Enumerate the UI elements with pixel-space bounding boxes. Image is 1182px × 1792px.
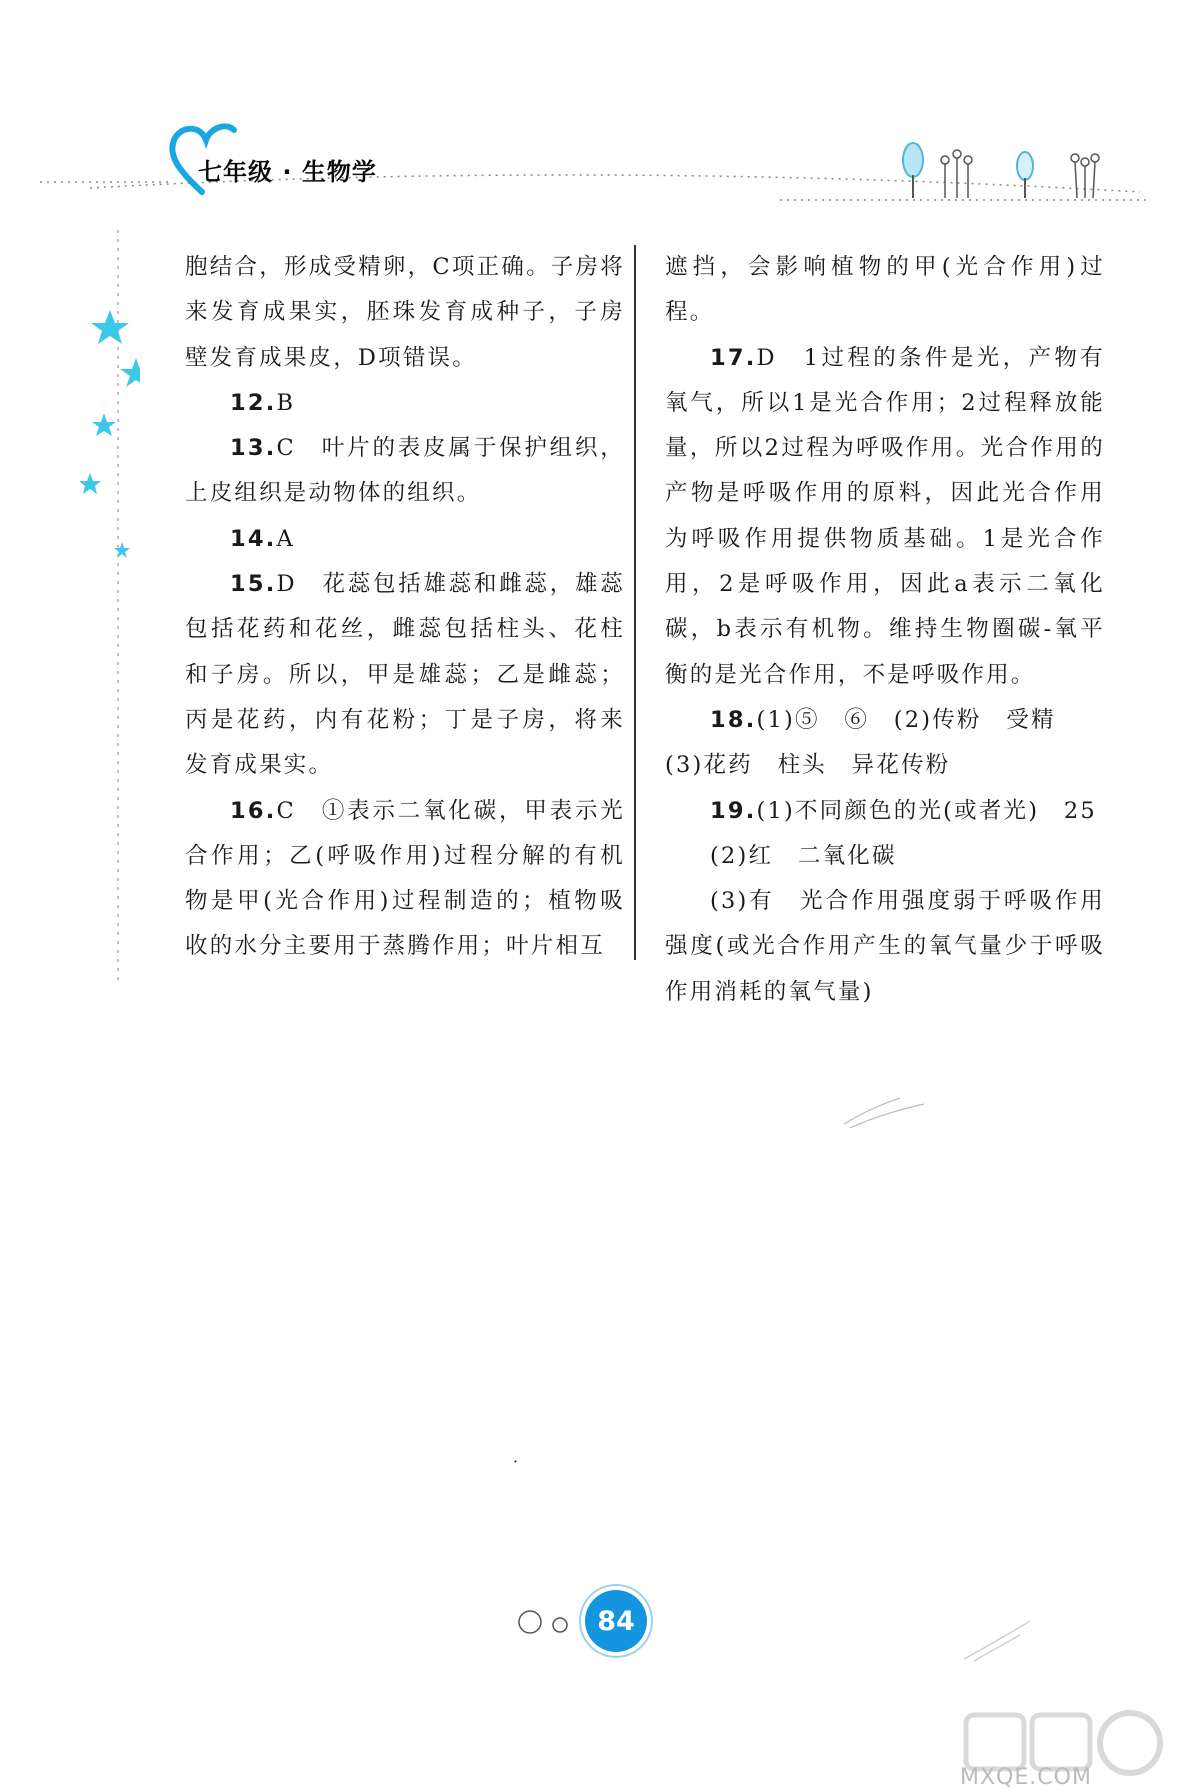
- answer-text: D 1过程的条件是光，产物有氧气，所以1是光合作用；2过程释放能量，所以2过程为呼吸作用。光合作用的产物是呼吸作用的原料，因此光合作用为呼吸作用提供物质基础。1是光合作用，2是呼吸作用，因此a表示二氧化碳，b表示有机物。维持生物圈碳-氧平衡的是光合作用，不是呼吸作用。: [665, 344, 1105, 688]
- scribble-mark: [960, 1615, 1040, 1665]
- answer-text: 胞结合，形成受精卵，C项正确。子房将来发育成果实，胚珠发育成种子，子房壁发育成果皮，D项错误。: [185, 254, 625, 371]
- star-icon: [92, 413, 116, 436]
- answer-text: D 花蕊包括雄蕊和雌蕊，雄蕊包括花药和花丝，雌蕊包括柱头、花柱和子房。所以，甲是雄蕊；乙是雌蕊；丙是花药，内有花粉；丁是子房，将来发育成果实。: [185, 571, 625, 779]
- answer-paragraph: [665, 879, 1105, 1015]
- answer-paragraph: [665, 789, 1105, 834]
- answer-paragraph: [185, 562, 625, 788]
- answer-paragraph: [665, 743, 1105, 788]
- answer-text: B: [276, 389, 296, 416]
- answer-text: 遮挡，会影响植物的甲(光合作用)过程。: [665, 254, 1105, 326]
- header-title: 七年级 · 生物学: [198, 158, 377, 186]
- answer-paragraph: [665, 245, 1105, 336]
- answer-paragraph: [185, 517, 625, 562]
- star-decoration: [80, 230, 140, 980]
- star-icon: [120, 358, 140, 387]
- answer-text: (1)不同颜色的光(或者光) 25: [756, 797, 1097, 824]
- right-column: [665, 245, 1105, 1015]
- answer-paragraph: [185, 789, 625, 970]
- answer-paragraph: [665, 834, 1105, 879]
- answer-paragraph: [665, 698, 1105, 743]
- scribble-mark: [840, 1090, 930, 1130]
- answer-text: C 叶片的表皮属于保护组织，上皮组织是动物体的组织。: [185, 435, 625, 507]
- question-number: 15.: [230, 571, 277, 598]
- question-number: 16.: [230, 797, 277, 824]
- answer-paragraph: [185, 245, 625, 381]
- small-mark: ·: [513, 1452, 519, 1471]
- answer-paragraph: [185, 426, 625, 517]
- answer-text: A: [276, 525, 295, 552]
- question-number: 14.: [230, 525, 277, 552]
- question-number: 12.: [230, 389, 277, 416]
- page-number: 84: [585, 1590, 647, 1652]
- question-number: 13.: [230, 435, 277, 462]
- question-number: 19.: [710, 797, 757, 824]
- star-icon: [114, 542, 130, 558]
- star-icon: [91, 310, 129, 344]
- answer-text: (1)⑤ ⑥ (2)传粉 受精: [756, 706, 1056, 733]
- answer-text: (2)红 二氧化碳: [710, 842, 897, 869]
- answer-paragraph: [665, 336, 1105, 698]
- answer-paragraph: [185, 381, 625, 426]
- answer-text: (3)花药 柱头 异花传粉: [665, 752, 951, 779]
- star-icon: [80, 473, 101, 494]
- answer-text: C ①表示二氧化碳，甲表示光合作用；乙(呼吸作用)过程分解的有机物是甲(光合作用)过程制造的；植物吸收的水分主要用于蒸腾作用；叶片相互: [185, 797, 625, 960]
- left-column: [185, 245, 625, 970]
- question-number: 18.: [710, 706, 757, 733]
- column-divider: [634, 245, 636, 960]
- page-decoration-circles: [510, 1600, 590, 1644]
- plant-doodle-icon: [895, 140, 1125, 200]
- watermark-site: MXQE.COM: [960, 1765, 1092, 1790]
- answer-text: (3)有 光合作用强度弱于呼吸作用强度(或光合作用产生的氧气量少于呼吸作用消耗的氧气量): [665, 888, 1105, 1005]
- question-number: 17.: [710, 344, 757, 371]
